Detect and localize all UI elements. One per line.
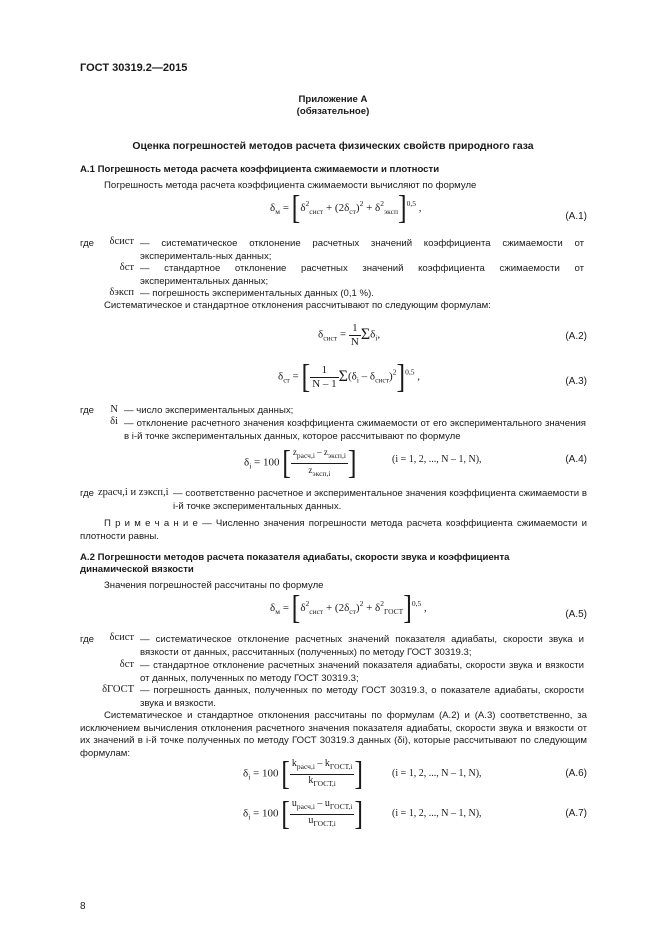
def-text-delta-i: — отклонение расчетного значения коэффициента сжимаемости от его экспериментального значения в i-й точке экспериментальных данных, которое рассчитывают по формуле: [124, 418, 586, 442]
formula-a5: $\delta_м = [\delta^2_{сист} + (2\delta_{ст})^2 + \delta^2_{ГОСТ}]^{0,5}$ ,: [270, 588, 427, 627]
def2-text-delta-gost: — погрешность данных, полученных по методу ГОСТ 30319.3, о показателе адиабаты, скорости звука и вязкости.: [140, 685, 584, 709]
def2-key-delta-gost: δГОСТ: [102, 684, 134, 695]
section-title: Оценка погрешностей методов расчета физических свойств природного газа: [132, 141, 534, 152]
note-text: — Численно значения погрешности метода расчета коэффициента сжимаемости и плотности равны.: [80, 518, 588, 542]
def-key-n: N: [110, 404, 118, 415]
def-text-delta-sist: — систематическое отклонение расчетных значений коэффициента сжимаемости от эксперименталь-ных данных;: [140, 238, 584, 262]
where-label-3: где: [80, 488, 95, 499]
a1-heading: А.1 Погрешность метода расчета коэффициента сжимаемости и плотности: [80, 164, 440, 175]
formula-a4-number: (А.4): [565, 454, 587, 465]
appendix-subtitle: (обязательное): [296, 106, 370, 117]
def-key-delta-eksp: δэксп: [109, 287, 134, 298]
formula-a6-number: (А.6): [565, 768, 587, 779]
formula-a6-range: (i = 1, 2, ..., N – 1, N),: [392, 768, 482, 779]
note: [80, 518, 587, 543]
def-key-delta-st: δст: [119, 262, 134, 273]
def-text-z: — соответственно расчетное и экспериментальное значения коэффициента сжимаемости в i-й точке экспериментальных данных.: [173, 488, 587, 512]
formula-a4-range: (i = 1, 2, ..., N – 1, N),: [392, 454, 482, 465]
formula-a6: $\delta_i = 100$ [ $\frac{k_{расч,i} - k_{ГОСТ,i}}{k_{ГОСТ,i}}$ ]: [243, 754, 364, 793]
page-number: 8: [80, 901, 86, 912]
where-label-4: где: [80, 634, 95, 645]
a1-after-defs: Систематическое и стандартное отклонения рассчитывают по следующим формулам:: [104, 300, 491, 311]
where-label: где: [80, 238, 95, 249]
a2-heading-line1: А.2 Погрешности методов расчета показателя адиабаты, скорости звука и коэффициента: [80, 552, 510, 563]
def2-text-delta-sist: — систематическое отклонение расчетных значений показателя адиабаты, скорости звука и вязкости от данных, рассчитанных (полученных) по методу ГОСТ 30319.3;: [140, 634, 584, 658]
formula-a5-number: (А.5): [565, 609, 587, 620]
formula-a7: $\delta_i = 100$ [ $\frac{u_{расч,i} - u_{ГОСТ,i}}{u_{ГОСТ,i}}$ ]: [243, 794, 364, 833]
formula-a7-range: (i = 1, 2, ..., N – 1, N),: [392, 808, 482, 819]
appendix-title: Приложение А: [298, 94, 368, 105]
a2-intro: Значения погрешностей рассчитаны по формуле: [104, 580, 324, 591]
formula-a1-number: (А.1): [565, 211, 587, 222]
formula-a2-number: (А.2): [565, 331, 587, 342]
def-text-delta-eksp: — погрешность экспериментальных данных (0,1 %).: [140, 288, 374, 299]
a2-heading-line2: динамической вязкости: [80, 564, 194, 575]
document-header: ГОСТ 30319.2—2015: [80, 62, 188, 74]
formula-a3-number: (А.3): [565, 376, 587, 387]
def2-key-delta-st: δст: [119, 659, 134, 670]
a2-paragraph: Систематическое и стандартное отклонения рассчитаны по формулам (А.2) и (А.3) соответственно, за исключением вычисления отклонения расчетного значения показателя адиабаты, скорости звука и вязкости от их значений в i-й точке полученных по методу ГОСТ 30319.3 данных (δi), которые рассчитывают по следующим формулам:: [80, 710, 587, 759]
def-key-delta-i: δi: [110, 416, 118, 427]
formula-a3: $\delta_{ст}$ = [ $\frac{1}{N - 1}$ $\Sigma(\delta_i - \delta_{сист})^2]^{0,5}$ ,: [278, 357, 421, 396]
def-key-z: zрасч,i и zэксп,i: [98, 487, 169, 498]
formula-a7-number: (А.7): [565, 808, 587, 819]
def-key-delta-sist: δсист: [109, 236, 134, 247]
a1-intro: Погрешность метода расчета коэффициента сжимаемости вычисляют по формуле: [104, 180, 477, 191]
def2-key-delta-sist: δсист: [109, 632, 134, 643]
formula-a2: $\delta_{сист}$ = $\frac{1}{N}$ $\Sigma\delta_i$,: [318, 322, 381, 348]
formula-a4: $\delta_i = 100$ [ $\frac{z_{расч,i} - z_{эксп,i}}{z_{эксп,i}}$ ]: [244, 443, 357, 482]
formula-a1: $\delta_м = [\delta^2_{сист} + (2\delta_{ст})^2 + \delta^2_{эксп}]^{0,5}$ ,: [270, 188, 422, 227]
def-text-delta-st: — стандартное отклонение расчетных значений коэффициента сжимаемости от экспериментальных данных;: [140, 263, 584, 287]
where-label-2: где: [80, 405, 95, 416]
note-label: П р и м е ч а н и е: [104, 518, 198, 529]
def-text-n: — число экспериментальных данных;: [124, 405, 294, 416]
def2-text-delta-st: — стандартное отклонение расчетных значений показателя адиабаты, скорости звука и вязкости от данных, полученных по методу ГОСТ 30319.3;: [140, 660, 584, 684]
